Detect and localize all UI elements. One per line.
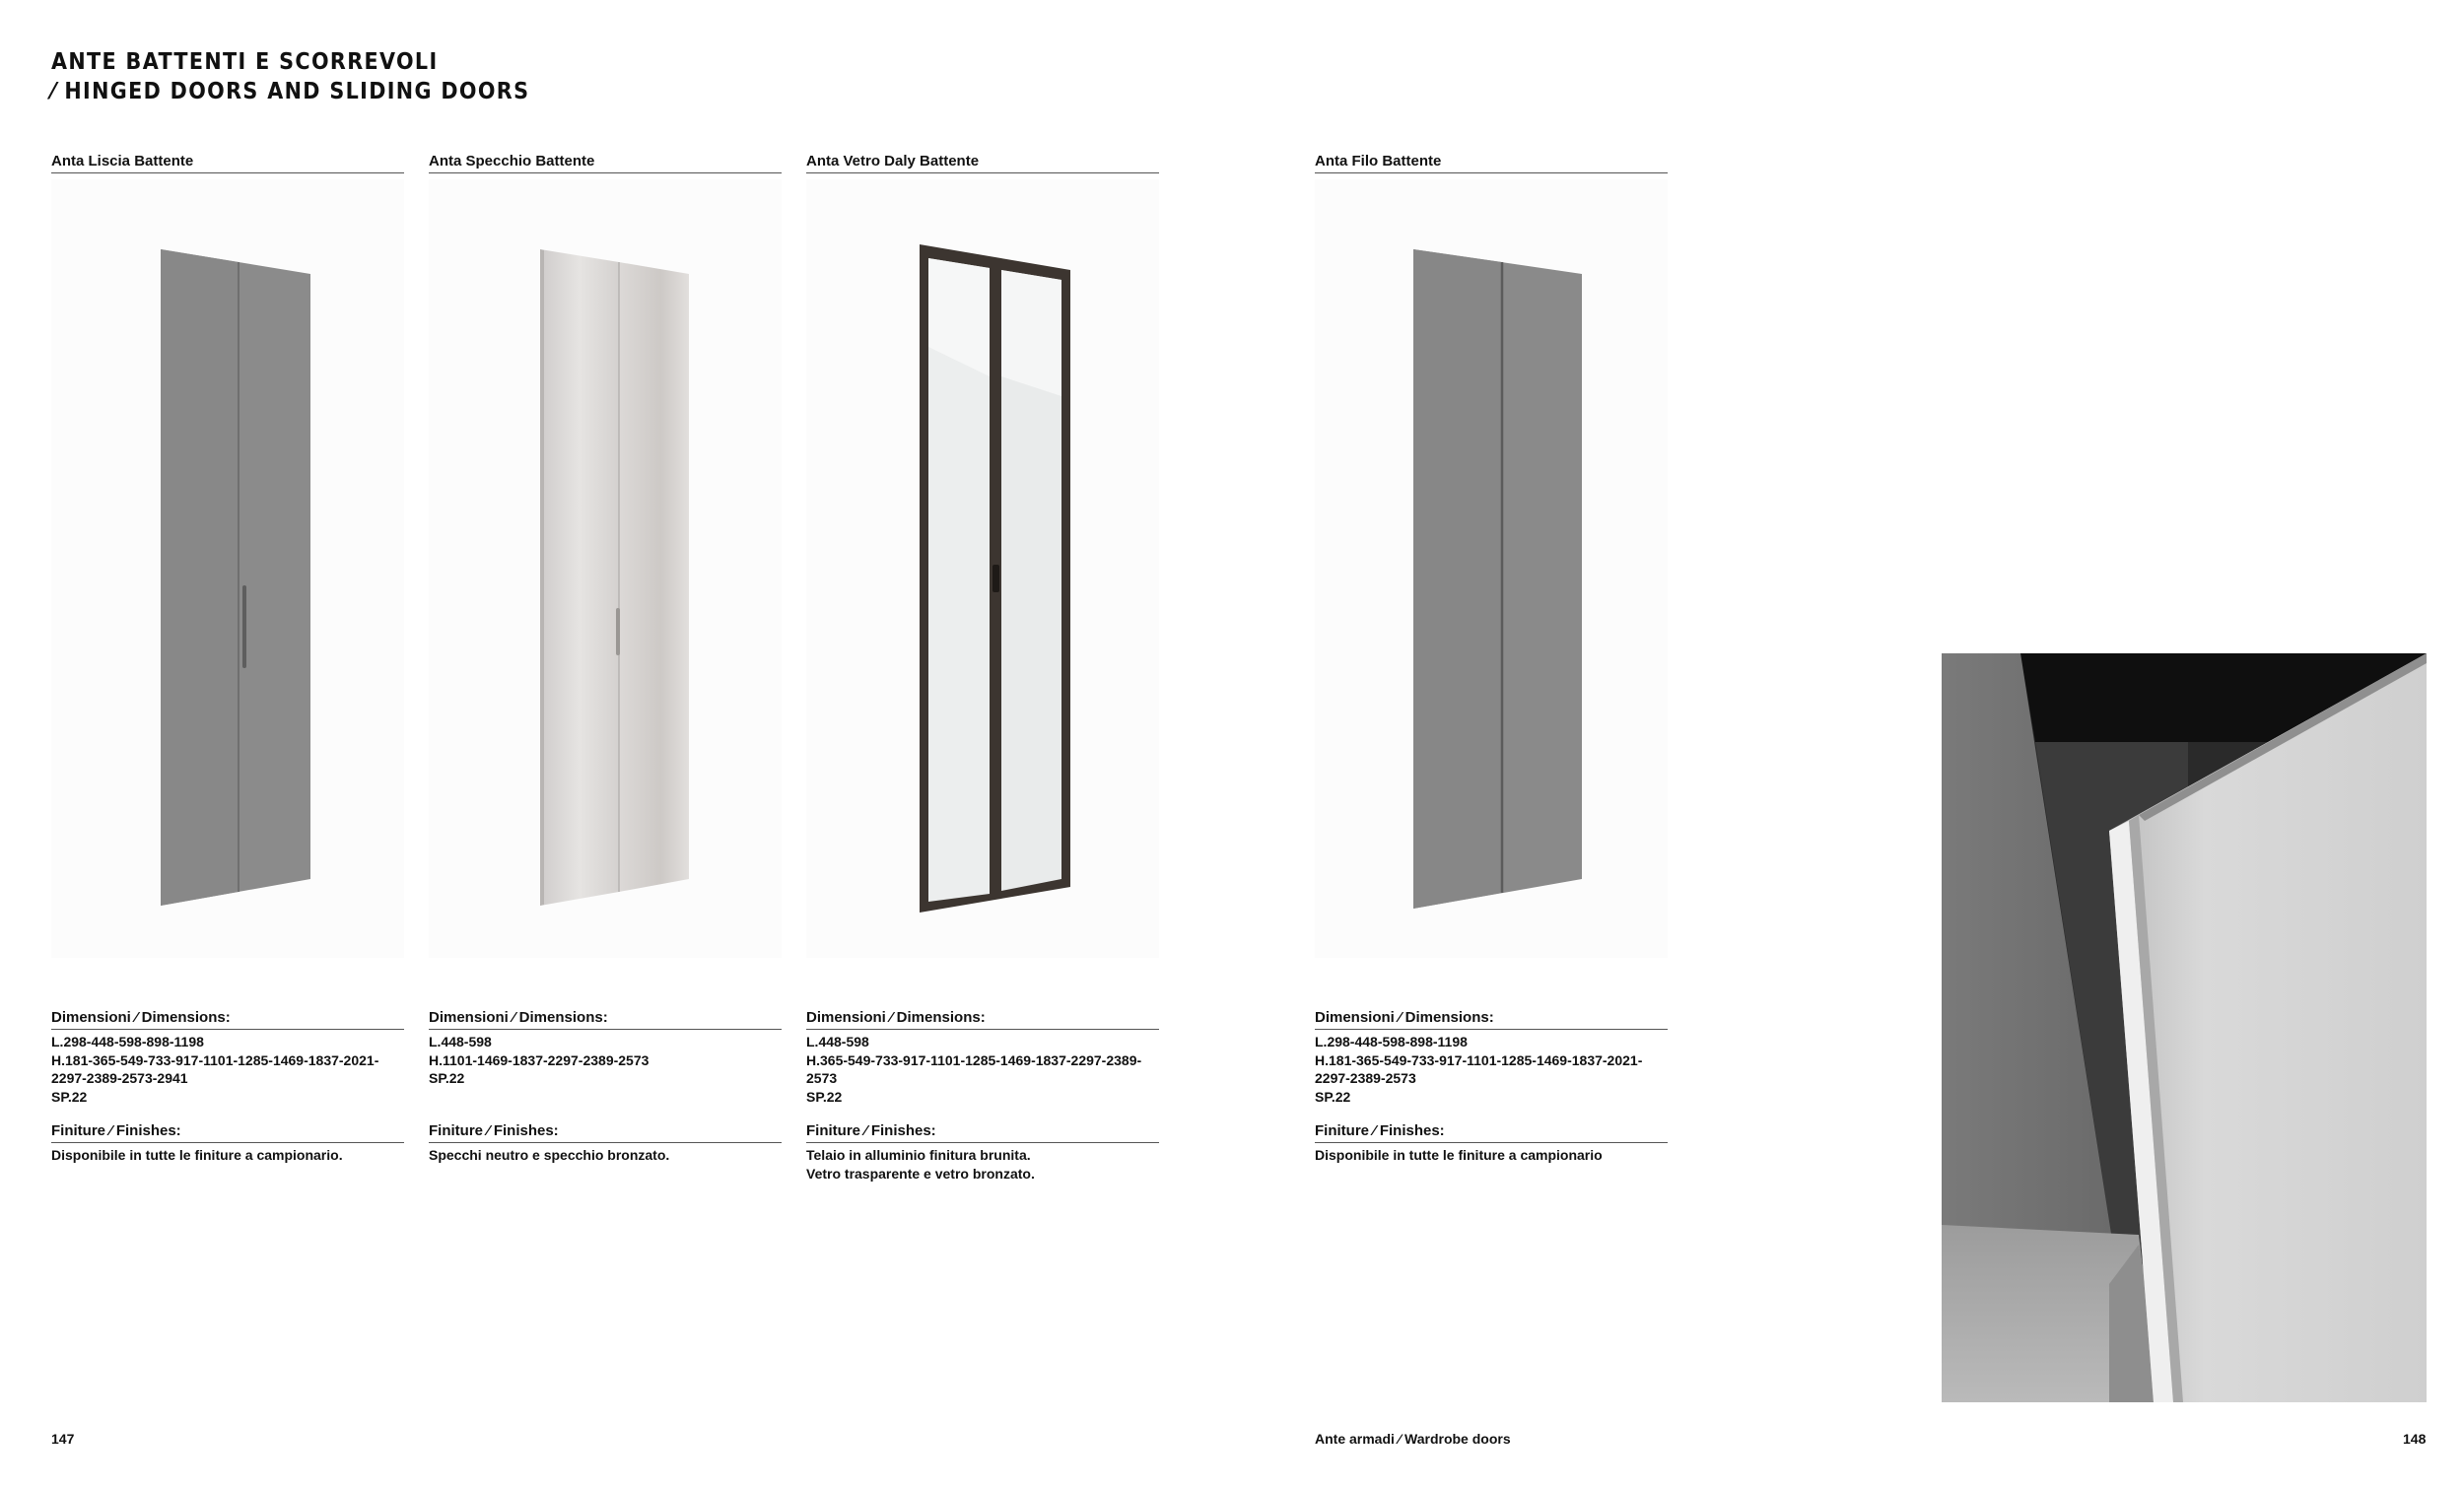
finishes-values xyxy=(806,1146,1171,1183)
title-line-italian: ANTE BATTENTI E SCORREVOLI xyxy=(51,49,439,75)
dimensions-label: Dimensioni ⁄ Dimensions: xyxy=(429,1009,782,1030)
dimension-line: H.365-549-733-917-1101-1285-1469-1837-2297-2389- xyxy=(806,1051,1142,1068)
dimensions-values xyxy=(1315,1033,1679,1106)
section-footer: Ante armadi ⁄ Wardrobe doors xyxy=(1315,1431,1511,1447)
dimension-line: SP.22 xyxy=(429,1070,465,1086)
dimension-line: L.298-448-598-898-1198 xyxy=(51,1034,204,1049)
dimensions-label: Dimensioni ⁄ Dimensions: xyxy=(51,1009,404,1030)
dimension-line: SP.22 xyxy=(806,1088,843,1105)
finishes-values xyxy=(1315,1146,1679,1165)
product-column-liscia xyxy=(51,153,404,1163)
door-image-liscia xyxy=(51,179,404,958)
product-name: Anta Specchio Battente xyxy=(429,153,782,173)
finishes-label: Finiture ⁄ Finishes: xyxy=(51,1122,404,1143)
product-column-filo xyxy=(1315,153,1668,1163)
finish-line: Disponibile in tutte le finiture a campionario. xyxy=(51,1147,343,1163)
finishes-label: Finiture ⁄ Finishes: xyxy=(806,1122,1159,1143)
page-title xyxy=(51,47,529,106)
page-number-right: 148 xyxy=(2403,1431,2427,1447)
door-image-filo xyxy=(1315,179,1668,958)
dimensions-label: Dimensioni ⁄ Dimensions: xyxy=(1315,1009,1668,1030)
door-image-vetro-daly xyxy=(806,179,1159,958)
dimension-line: SP.22 xyxy=(51,1088,88,1105)
page-number-left: 147 xyxy=(51,1431,75,1447)
finish-line: Disponibile in tutte le finiture a campionario xyxy=(1315,1147,1603,1163)
product-name: Anta Filo Battente xyxy=(1315,153,1668,173)
dimension-line: 2573 xyxy=(806,1070,838,1086)
dimensions-label: Dimensioni ⁄ Dimensions: xyxy=(806,1009,1159,1030)
dimensions-values xyxy=(806,1033,1171,1106)
finish-line: Telaio in alluminio finitura brunita. xyxy=(806,1147,1031,1163)
dimensions-values xyxy=(429,1033,793,1088)
dimension-line: L.448-598 xyxy=(806,1034,869,1049)
dimension-line: L.448-598 xyxy=(429,1034,492,1049)
title-line-english: ⁄ HINGED DOORS AND SLIDING DOORS xyxy=(51,79,530,104)
finishes-values xyxy=(51,1146,416,1165)
product-column-specchio xyxy=(429,153,782,1163)
finish-line: Specchi neutro e specchio bronzato. xyxy=(429,1147,670,1163)
dimension-line: L.298-448-598-898-1198 xyxy=(1315,1034,1468,1049)
finishes-label: Finiture ⁄ Finishes: xyxy=(1315,1122,1668,1143)
door-image-specchio xyxy=(429,179,782,958)
door-edge-detail-photo xyxy=(1942,653,2427,1402)
dimension-line: H.181-365-549-733-917-1101-1285-1469-1837-2021- xyxy=(1315,1051,1643,1068)
finishes-values xyxy=(429,1146,793,1165)
product-name: Anta Liscia Battente xyxy=(51,153,404,173)
finishes-label: Finiture ⁄ Finishes: xyxy=(429,1122,782,1143)
dimension-line: H.181-365-549-733-917-1101-1285-1469-1837-2021- xyxy=(51,1051,379,1068)
product-column-vetro-daly xyxy=(806,153,1159,1182)
dimensions-values xyxy=(51,1033,416,1106)
dimension-line: SP.22 xyxy=(1315,1088,1351,1105)
dimension-line: 2297-2389-2573 xyxy=(1315,1070,1416,1086)
finish-line: Vetro trasparente e vetro bronzato. xyxy=(806,1165,1035,1182)
dimension-line: H.1101-1469-1837-2297-2389-2573 xyxy=(429,1051,650,1068)
dimension-line: 2297-2389-2573-2941 xyxy=(51,1070,188,1086)
product-name: Anta Vetro Daly Battente xyxy=(806,153,1159,173)
